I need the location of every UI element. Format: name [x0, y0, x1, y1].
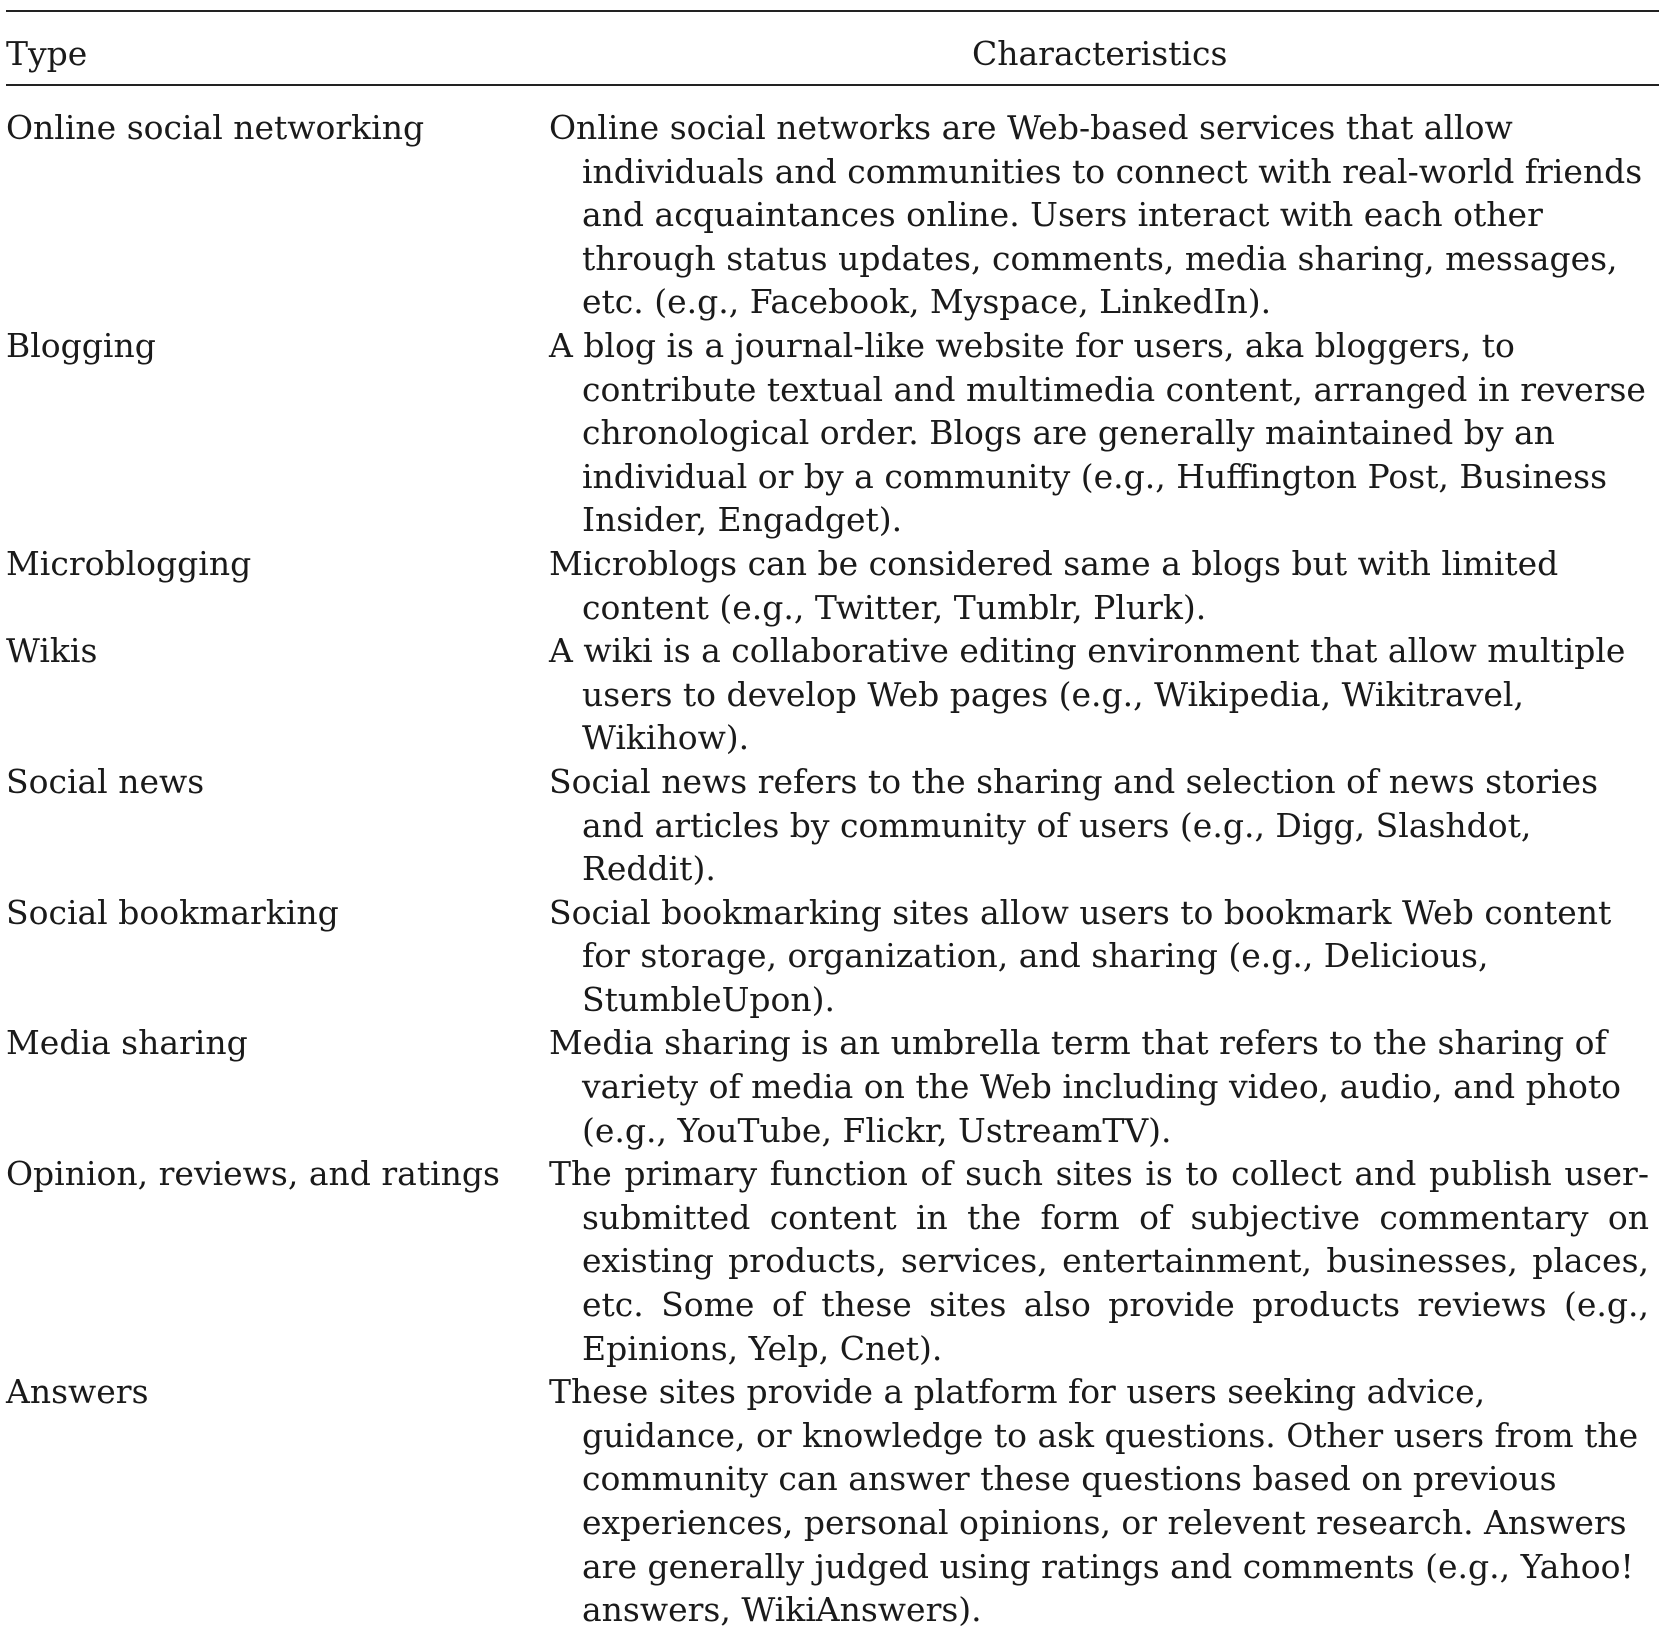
table-body — [6, 106, 1659, 1632]
type-cell: Online social networking — [6, 108, 425, 147]
characteristics-cell: Social bookmarking sites allow users to bookmark Web content for storage, organization, and sharing (e.g., Delicious, StumbleUpon). — [549, 892, 1612, 1019]
characteristics-cell: The primary function of such sites is to collect and publish user-submitted content in the form of subjective commentary on existing products, services, entertainment, businesses, places, etc. Some of these sites also provide products reviews (e.g., Epinions, Yelp, Cnet). — [549, 1154, 1649, 1368]
characteristics-cell: Media sharing is an umbrella term that refers to the sharing of variety of media on the Web including video, audio, and photo (e.g., YouTube, Flickr, UstreamTV). — [549, 1023, 1622, 1150]
type-cell: Microblogging — [6, 543, 252, 583]
table-row — [6, 1021, 1659, 1152]
header-characteristics: Characteristics — [972, 34, 1228, 73]
type-cell: Media sharing — [6, 1023, 248, 1063]
table-row — [6, 629, 1659, 760]
type-cell: Social bookmarking — [6, 892, 339, 932]
type-cell: Opinion, reviews, and ratings — [6, 1154, 500, 1194]
characteristics-cell: These sites provide a platform for users seeking advice, guidance, or knowledge to ask questions. Other users from the community can answer these questions based on previous experiences, personal opinions, or relevent research. Answers are generally judged using ratings and comments (e.g., Yahoo! answers, WikiAnswers). — [549, 1372, 1639, 1630]
type-cell: Wikis — [6, 631, 98, 671]
table-row — [6, 891, 1659, 1022]
characteristics-cell: Social news refers to the sharing and selection of news stories and articles by community of users (e.g., Digg, Slashdot, Reddit). — [549, 761, 1599, 889]
top-rule — [6, 10, 1659, 12]
table-row — [6, 106, 1659, 324]
type-cell: Blogging — [6, 325, 156, 365]
table-row — [6, 324, 1659, 542]
type-cell: Social news — [6, 761, 205, 801]
characteristics-cell: Online social networks are Web-based services that allow individuals and communities to connect with real-world friends and acquaintances online. Users interact with each other through status updates, comments, media sharing, messages, etc. (e.g., Facebook, Myspace, LinkedIn). — [549, 108, 1643, 322]
table-row — [6, 1370, 1659, 1632]
table-row — [6, 1152, 1659, 1370]
characteristics-cell: A wiki is a collaborative editing environment that allow multiple users to develop Web pages (e.g., Wikipedia, Wikitravel, Wikihow). — [549, 631, 1626, 758]
header-type: Type — [6, 34, 88, 73]
header-rule — [6, 84, 1659, 86]
characteristics-cell: Microblogs can be considered same a blogs but with limited content (e.g., Twitter, Tumblr, Plurk). — [549, 543, 1559, 627]
table-row — [6, 542, 1659, 629]
type-cell: Answers — [6, 1372, 149, 1412]
table-row — [6, 760, 1659, 891]
characteristics-cell: A blog is a journal-like website for users, aka bloggers, to contribute textual and multimedia content, arranged in reverse chronological order. Blogs are generally maintained by an individual or by a community (e.g., Huffington Post, Business Insider, Engadget). — [549, 325, 1646, 540]
